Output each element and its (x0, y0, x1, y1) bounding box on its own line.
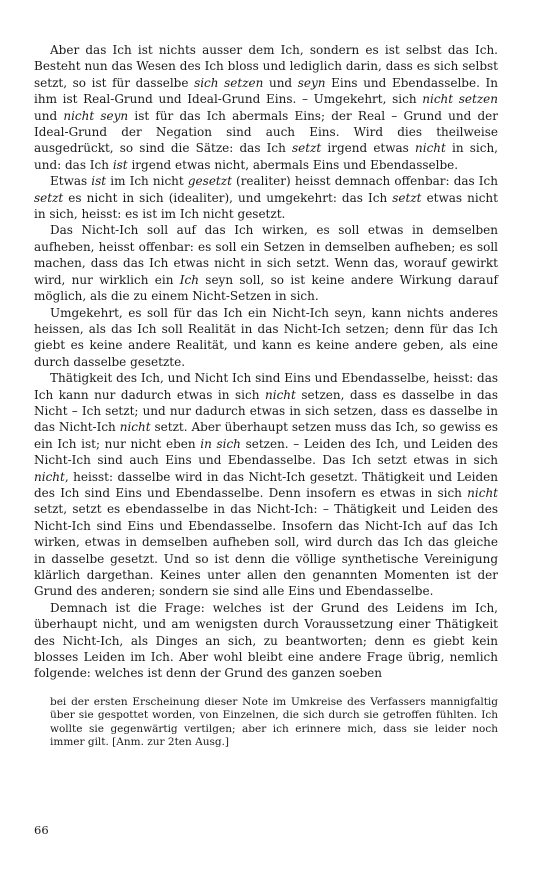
text-run: irgend etwas (321, 141, 415, 156)
text-run: setzen, dass es dasselbe in das Nicht – Ich setzt; und nur dadurch etwas in sich setzen, dass es dasselbe in das Nicht-Ich (34, 387, 498, 435)
emphasis-text: nicht (467, 485, 498, 500)
emphasis-text: in sich (200, 436, 241, 451)
body-paragraph (34, 370, 498, 600)
body-paragraph (34, 42, 498, 173)
footnote (34, 696, 498, 750)
text-run: irgend etwas nicht, abermals Eins und Ebendasselbe. (127, 157, 459, 172)
text-run: ist für das Ich abermals Eins; der Real – Grund und der Ideal-Grund der Negation sind auch Eins. Wird dies theilweise ausgedrückt, so sind die Sätze: das Ich (34, 108, 498, 156)
body-paragraph (34, 222, 498, 304)
emphasis-text: Ich (179, 272, 199, 287)
text-run: seyn soll, so ist keine andere Wirkung darauf möglich, als die zu einem Nicht-Setzen in sich. (34, 272, 498, 304)
text-run: Eins und Ebendasselbe. In ihm ist Real-Grund und Ideal-Grund Eins. – Umgekehrt, sich (34, 75, 498, 107)
text-run: etwas nicht in sich, heisst: es ist im Ich nicht gesetzt. (34, 190, 498, 222)
emphasis-text: setzt (34, 190, 64, 205)
emphasis-text: nicht seyn (63, 108, 129, 123)
text-run: und (263, 75, 298, 90)
emphasis-text: setzt (392, 190, 422, 205)
page-number: 66 (34, 823, 49, 837)
emphasis-text: gesetzt (187, 174, 232, 189)
text-run: Aber das Ich ist nichts ausser dem Ich, sondern es ist selbst das Ich. Besteht nun das Wesen des Ich bloss und lediglich darin, dass es sich selbst setzt, so ist für dasselbe (34, 43, 498, 90)
text-run: setzt. Aber überhaupt setzen muss das Ich, so gewiss es ein Ich ist; nur nicht eben (34, 420, 498, 451)
text-run: es nicht in sich (idealiter), und umgekehrt: das Ich (63, 190, 393, 205)
body-paragraph (34, 173, 498, 222)
body-paragraph (34, 305, 498, 371)
text-run: Etwas (50, 174, 92, 189)
emphasis-text: ist (112, 157, 128, 172)
emphasis-text: setzt (292, 141, 322, 156)
emphasis-text: seyn (297, 75, 326, 90)
text-run: in sich, und: das Ich (34, 141, 498, 172)
text-run: setzt, setzt es ebendasselbe in das Nicht-Ich: – Thätigkeit und Leiden des Nicht-Ich sind Eins und Ebendasselbe. Insofern das Nicht-Ich auf das Ich wirken, etwas in demselben aufheben soll, wird durch das Ich das gleiche in dasselbe gesetzt. Und so ist denn die völlige synthetische Vereinigung klärlich dargethan. Keines unter allen den genannten Momenten ist der Grund des anderen; sondern sie sind alle Eins und Ebendasselbe. (34, 502, 498, 599)
document-page (34, 42, 498, 749)
text-run: setzen. – Leiden des Ich, und Leiden des Nicht-Ich sind auch Eins und Ebendasselbe. Das Ich setzt etwas in sich (34, 436, 499, 468)
text-run: (realiter) heisst demnach offenbar: das Ich (231, 174, 498, 189)
emphasis-text: ist (91, 174, 107, 189)
emphasis-text: nicht (34, 469, 65, 484)
text-run: und (34, 108, 64, 123)
text-run: , heisst: dasselbe wird in das Nicht-Ich gesetzt. Thätigkeit und Leiden des Ich sind Eins und Ebendasselbe. Denn insofern es etwas in sich (34, 469, 498, 500)
main-text-body (34, 42, 498, 682)
emphasis-text: nicht (119, 420, 151, 435)
emphasis-text: nicht (415, 141, 446, 156)
text-run: im Ich nicht (106, 174, 188, 189)
emphasis-text: nicht setzen (422, 92, 499, 107)
text-run: Thätigkeit des Ich, und Nicht Ich sind Eins und Ebendasselbe, heisst: das Ich kann nur dadurch etwas in sich (34, 371, 498, 402)
text-run: Umgekehrt, es soll für das Ich ein Nicht-Ich seyn, kann nichts anderes heissen, als das Ich soll Realität in das Nicht-Ich setzen; denn für das Ich giebt es keine andere Realität, und kann es keine andere geben, als eine durch dasselbe gesetzte. (34, 305, 498, 369)
text-run: Das Nicht-Ich soll auf das Ich wirken, es soll etwas in demselben aufheben, heisst offenbar: es soll ein Setzen in demselben aufheben; es soll machen, dass das Ich etwas nicht in sich setzt. Wenn das, worauf gewirkt wird, nur wirklich ein (34, 223, 498, 287)
footnote-text: bei der ersten Erscheinung dieser Note im Umkreise des Verfassers mannigfaltig über sie gespottet worden, von Einzelnen, die sich durch sie getroffen fühlten. Ich wollte sie gegenwärtig vertilgen; aber ich erinnere mich, dass sie leider noch immer gilt. [Anm. zur 2ten Ausg.] (50, 695, 498, 749)
text-run: Demnach ist die Frage: welches ist der Grund des Leidens im Ich, überhaupt nicht, und am wenigsten durch Voraussetzung einer Thätigkeit des Nicht-Ich, als Dinges an sich, zu beantworten; denn es giebt kein blosses Leiden im Ich. Aber wohl bleibt eine andere Frage übrig, nemlich folgende: welches ist denn der Grund des ganzen soeben (34, 600, 498, 681)
emphasis-text: sich setzen (194, 75, 264, 90)
emphasis-text: nicht (265, 387, 296, 402)
body-paragraph (34, 600, 498, 682)
